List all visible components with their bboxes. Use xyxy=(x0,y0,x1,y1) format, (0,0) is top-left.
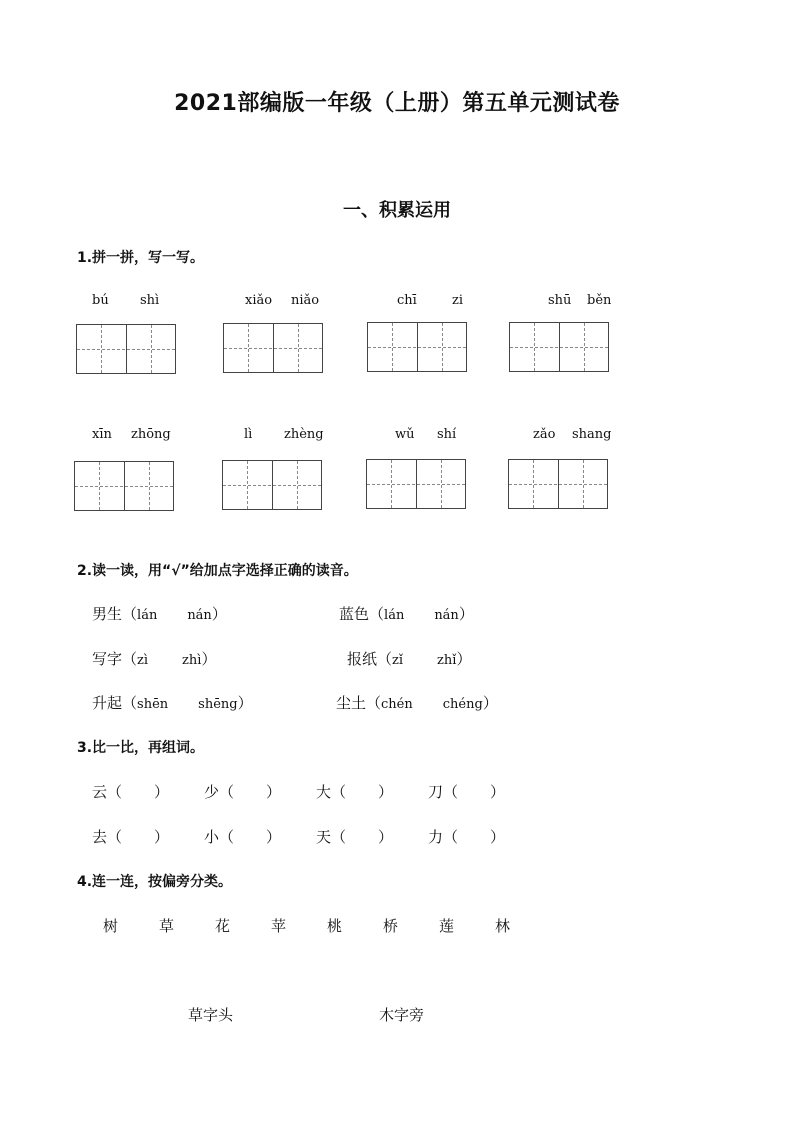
item-word: 升起 xyxy=(92,694,123,712)
option-b[interactable]: zhǐ xyxy=(437,653,457,668)
item-word: 男生 xyxy=(92,605,123,623)
sort-char[interactable]: 桥 xyxy=(383,917,399,935)
option-a[interactable]: lán xyxy=(137,608,158,623)
option-b[interactable]: chéng xyxy=(442,697,483,712)
option-b[interactable]: nán xyxy=(434,608,459,623)
section-heading: 一、积累运用 xyxy=(343,200,451,221)
pinyin-syllable: wǔ xyxy=(395,427,415,442)
base-char: 力 xyxy=(428,828,444,846)
question-3-heading: 3.比一比，再组词。 xyxy=(77,740,205,756)
word-group-item: 去（ ） xyxy=(92,828,170,846)
sort-char[interactable]: 苹 xyxy=(271,917,287,935)
pinyin-syllable: shí xyxy=(437,427,457,442)
item-word: 蓝色 xyxy=(339,605,370,623)
word-group-item: 力（ ） xyxy=(428,828,506,846)
pinyin-syllable: chī xyxy=(397,293,417,308)
writing-grid-box[interactable] xyxy=(366,459,466,509)
pinyin-syllable: lì xyxy=(244,427,253,442)
category-label[interactable]: 草字头 xyxy=(188,1006,234,1024)
pronunciation-item: 男生（lán nán） xyxy=(92,605,227,623)
base-char: 小 xyxy=(204,828,220,846)
base-char: 大 xyxy=(316,783,332,801)
writing-grid-box[interactable] xyxy=(74,461,174,511)
word-group-item: 云（ ） xyxy=(92,783,170,801)
sort-char[interactable]: 林 xyxy=(495,917,511,935)
option-a[interactable]: zì xyxy=(137,653,149,668)
writing-grid-box[interactable] xyxy=(222,460,322,510)
item-word: 写字 xyxy=(92,650,123,668)
word-group-item: 刀（ ） xyxy=(428,783,506,801)
writing-grid-box[interactable] xyxy=(508,459,608,509)
base-char: 刀 xyxy=(428,783,444,801)
page-title: 2021部编版一年级（上册）第五单元测试卷 xyxy=(174,91,620,116)
pinyin-syllable: shì xyxy=(140,293,160,308)
option-a[interactable]: zǐ xyxy=(392,653,404,668)
pinyin-syllable: zhōng xyxy=(131,427,171,442)
option-b[interactable]: shēng xyxy=(198,697,238,712)
word-group-item: 大（ ） xyxy=(316,783,394,801)
word-group-item: 少（ ） xyxy=(204,783,282,801)
pinyin-syllable: shang xyxy=(572,427,612,442)
item-word: 报纸 xyxy=(347,650,378,668)
sort-char[interactable]: 树 xyxy=(103,917,119,935)
base-char: 少 xyxy=(204,783,220,801)
sort-char[interactable]: 桃 xyxy=(327,917,343,935)
category-label[interactable]: 木字旁 xyxy=(379,1006,425,1024)
writing-grid-box[interactable] xyxy=(367,322,467,372)
pinyin-syllable: běn xyxy=(587,293,612,308)
base-char: 天 xyxy=(316,828,332,846)
question-2-heading: 2.读一读，用“√”给加点字选择正确的读音。 xyxy=(77,563,358,579)
pronunciation-item: 写字（zì zhì） xyxy=(92,650,217,668)
pronunciation-item: 升起（shēn shēng） xyxy=(92,694,253,712)
pinyin-syllable: niǎo xyxy=(291,293,320,308)
option-a[interactable]: chén xyxy=(381,697,413,712)
pinyin-syllable: zi xyxy=(452,293,464,308)
option-a[interactable]: lán xyxy=(384,608,405,623)
item-word: 尘土 xyxy=(336,694,367,712)
word-group-item: 天（ ） xyxy=(316,828,394,846)
pinyin-syllable: zhèng xyxy=(284,427,324,442)
pinyin-syllable: zǎo xyxy=(533,427,556,442)
writing-grid-box[interactable] xyxy=(509,322,609,372)
sort-char[interactable]: 草 xyxy=(159,917,175,935)
writing-grid-box[interactable] xyxy=(223,323,323,373)
option-b[interactable]: zhì xyxy=(182,653,202,668)
option-b[interactable]: nán xyxy=(187,608,212,623)
pronunciation-item: 蓝色（lán nán） xyxy=(339,605,474,623)
pinyin-syllable: xiǎo xyxy=(245,293,273,308)
question-1-heading: 1.拼一拼，写一写。 xyxy=(77,250,205,266)
pinyin-syllable: shū xyxy=(548,293,572,308)
option-a[interactable]: shēn xyxy=(137,697,169,712)
base-char: 去 xyxy=(92,828,108,846)
pronunciation-item: 尘土（chén chéng） xyxy=(336,694,498,712)
writing-grid-box[interactable] xyxy=(76,324,176,374)
question-4-heading: 4.连一连，按偏旁分类。 xyxy=(77,874,233,890)
word-group-item: 小（ ） xyxy=(204,828,282,846)
base-char: 云 xyxy=(92,783,108,801)
pinyin-syllable: bú xyxy=(92,293,109,308)
sort-char[interactable]: 莲 xyxy=(439,917,455,935)
pinyin-syllable: xīn xyxy=(92,427,112,442)
sort-char[interactable]: 花 xyxy=(215,917,231,935)
pronunciation-item: 报纸（zǐ zhǐ） xyxy=(347,650,472,668)
